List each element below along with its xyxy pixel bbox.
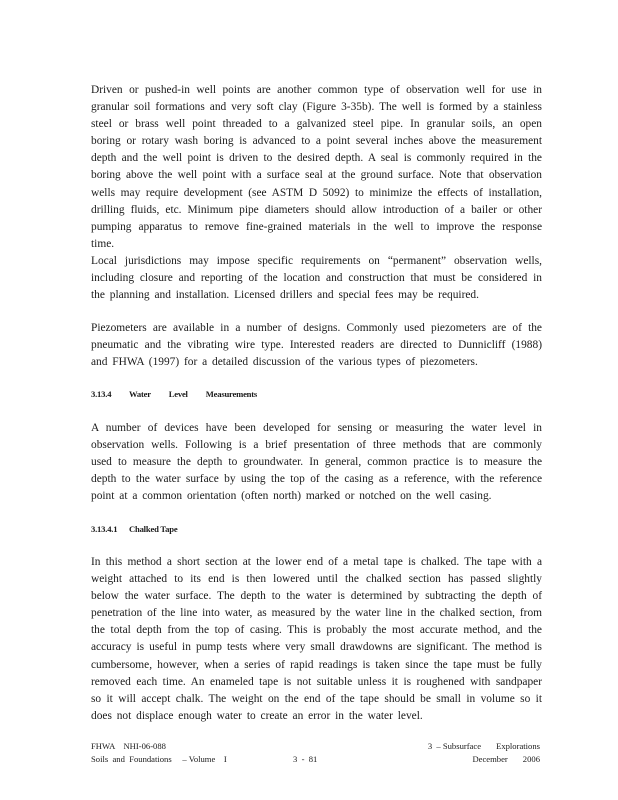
footer-chapter-title: 3 – Subsurface Explorations xyxy=(427,741,540,751)
section-heading-chalked-tape xyxy=(91,524,177,534)
paragraph-well-points: Driven or pushed-in well points are another common type of observation well for use in granular soil formations and very soft clay (Figure 3-35b). The well is formed by a stainless steel or brass well point threaded to a galvanized steel pipe. In granular soils, an open boring or rotary wash boring is advanced to a point several inches above the measurement depth and the well point is driven to the desired depth. A seal is commonly required in the boring above the well point with a surface seal at the ground surface. Note that observation wells may require development (see ASTM D 5092) to minimize the effects of installation, drilling fluids, etc. Minimum pipe diameters should allow introduction of a bailer or other pumping apparatus to remove fine-grained materials in the well to improve the response time. xyxy=(91,84,542,250)
section-number: 3.13.4.1 xyxy=(91,524,118,534)
footer-date: December 2006 xyxy=(472,754,540,764)
footer-course-title: Soils and Foundations – Volume I xyxy=(91,754,227,764)
paragraph-local-jurisdictions: Local jurisdictions may impose specific requirements on “permanent” observation wells, including closure and reporting of the location and construction that must be considered in the planning and installation. Licensed drillers and special fees may be required. xyxy=(91,255,542,302)
footer-page-number: 3 - 81 xyxy=(293,754,318,764)
section-title: Chalked Tape xyxy=(129,524,178,534)
section-title: Water Level Measurements xyxy=(129,389,258,399)
paragraph-chalked-tape-method: In this method a short section at the lower end of a metal tape is chalked. The tape with a weight attached to its end is then lowered until the chalked section has passed slightly below the water surface. The depth to the water is determined by subtracting the depth of penetration of the line into water, as measured by the water line in the chalked section, from the total depth from the top of casing. This is probably the most accurate method, and the accuracy is useful in pump tests where very small drawdowns are significant. The method is cumbersome, however, when a series of rapid readings is taken since the tape must be fully removed each time. An enameled tape is not suitable unless it is roughened with sandpaper so it will accept chalk. The weight on the end of the tape should be small in volume so it does not displace enough water to create an error in the water level. xyxy=(91,556,542,722)
paragraph-piezometers: Piezometers are available in a number of designs. Commonly used piezometers are of the pneumatic and the vibrating wire type. Interested readers are directed to Dunnicliff (1988) and FHWA (1997) for a detailed discussion of the various types of piezometers. xyxy=(91,322,542,369)
footer-doc-number: FHWA NHI-06-088 xyxy=(91,741,166,751)
section-number: 3.13.4 xyxy=(91,389,112,399)
paragraph-water-level-devices: A number of devices have been developed for sensing or measuring the water level in observation wells. Following is a brief presentation of three methods that are commonly used to measure the depth to groundwater. In general, common practice is to measure the depth to the water surface by using the top of the casing as a reference, with the reference point at a common orientation (often north) marked or notched on the well casing. xyxy=(91,422,542,503)
section-heading-water-level-measurements xyxy=(91,389,257,399)
